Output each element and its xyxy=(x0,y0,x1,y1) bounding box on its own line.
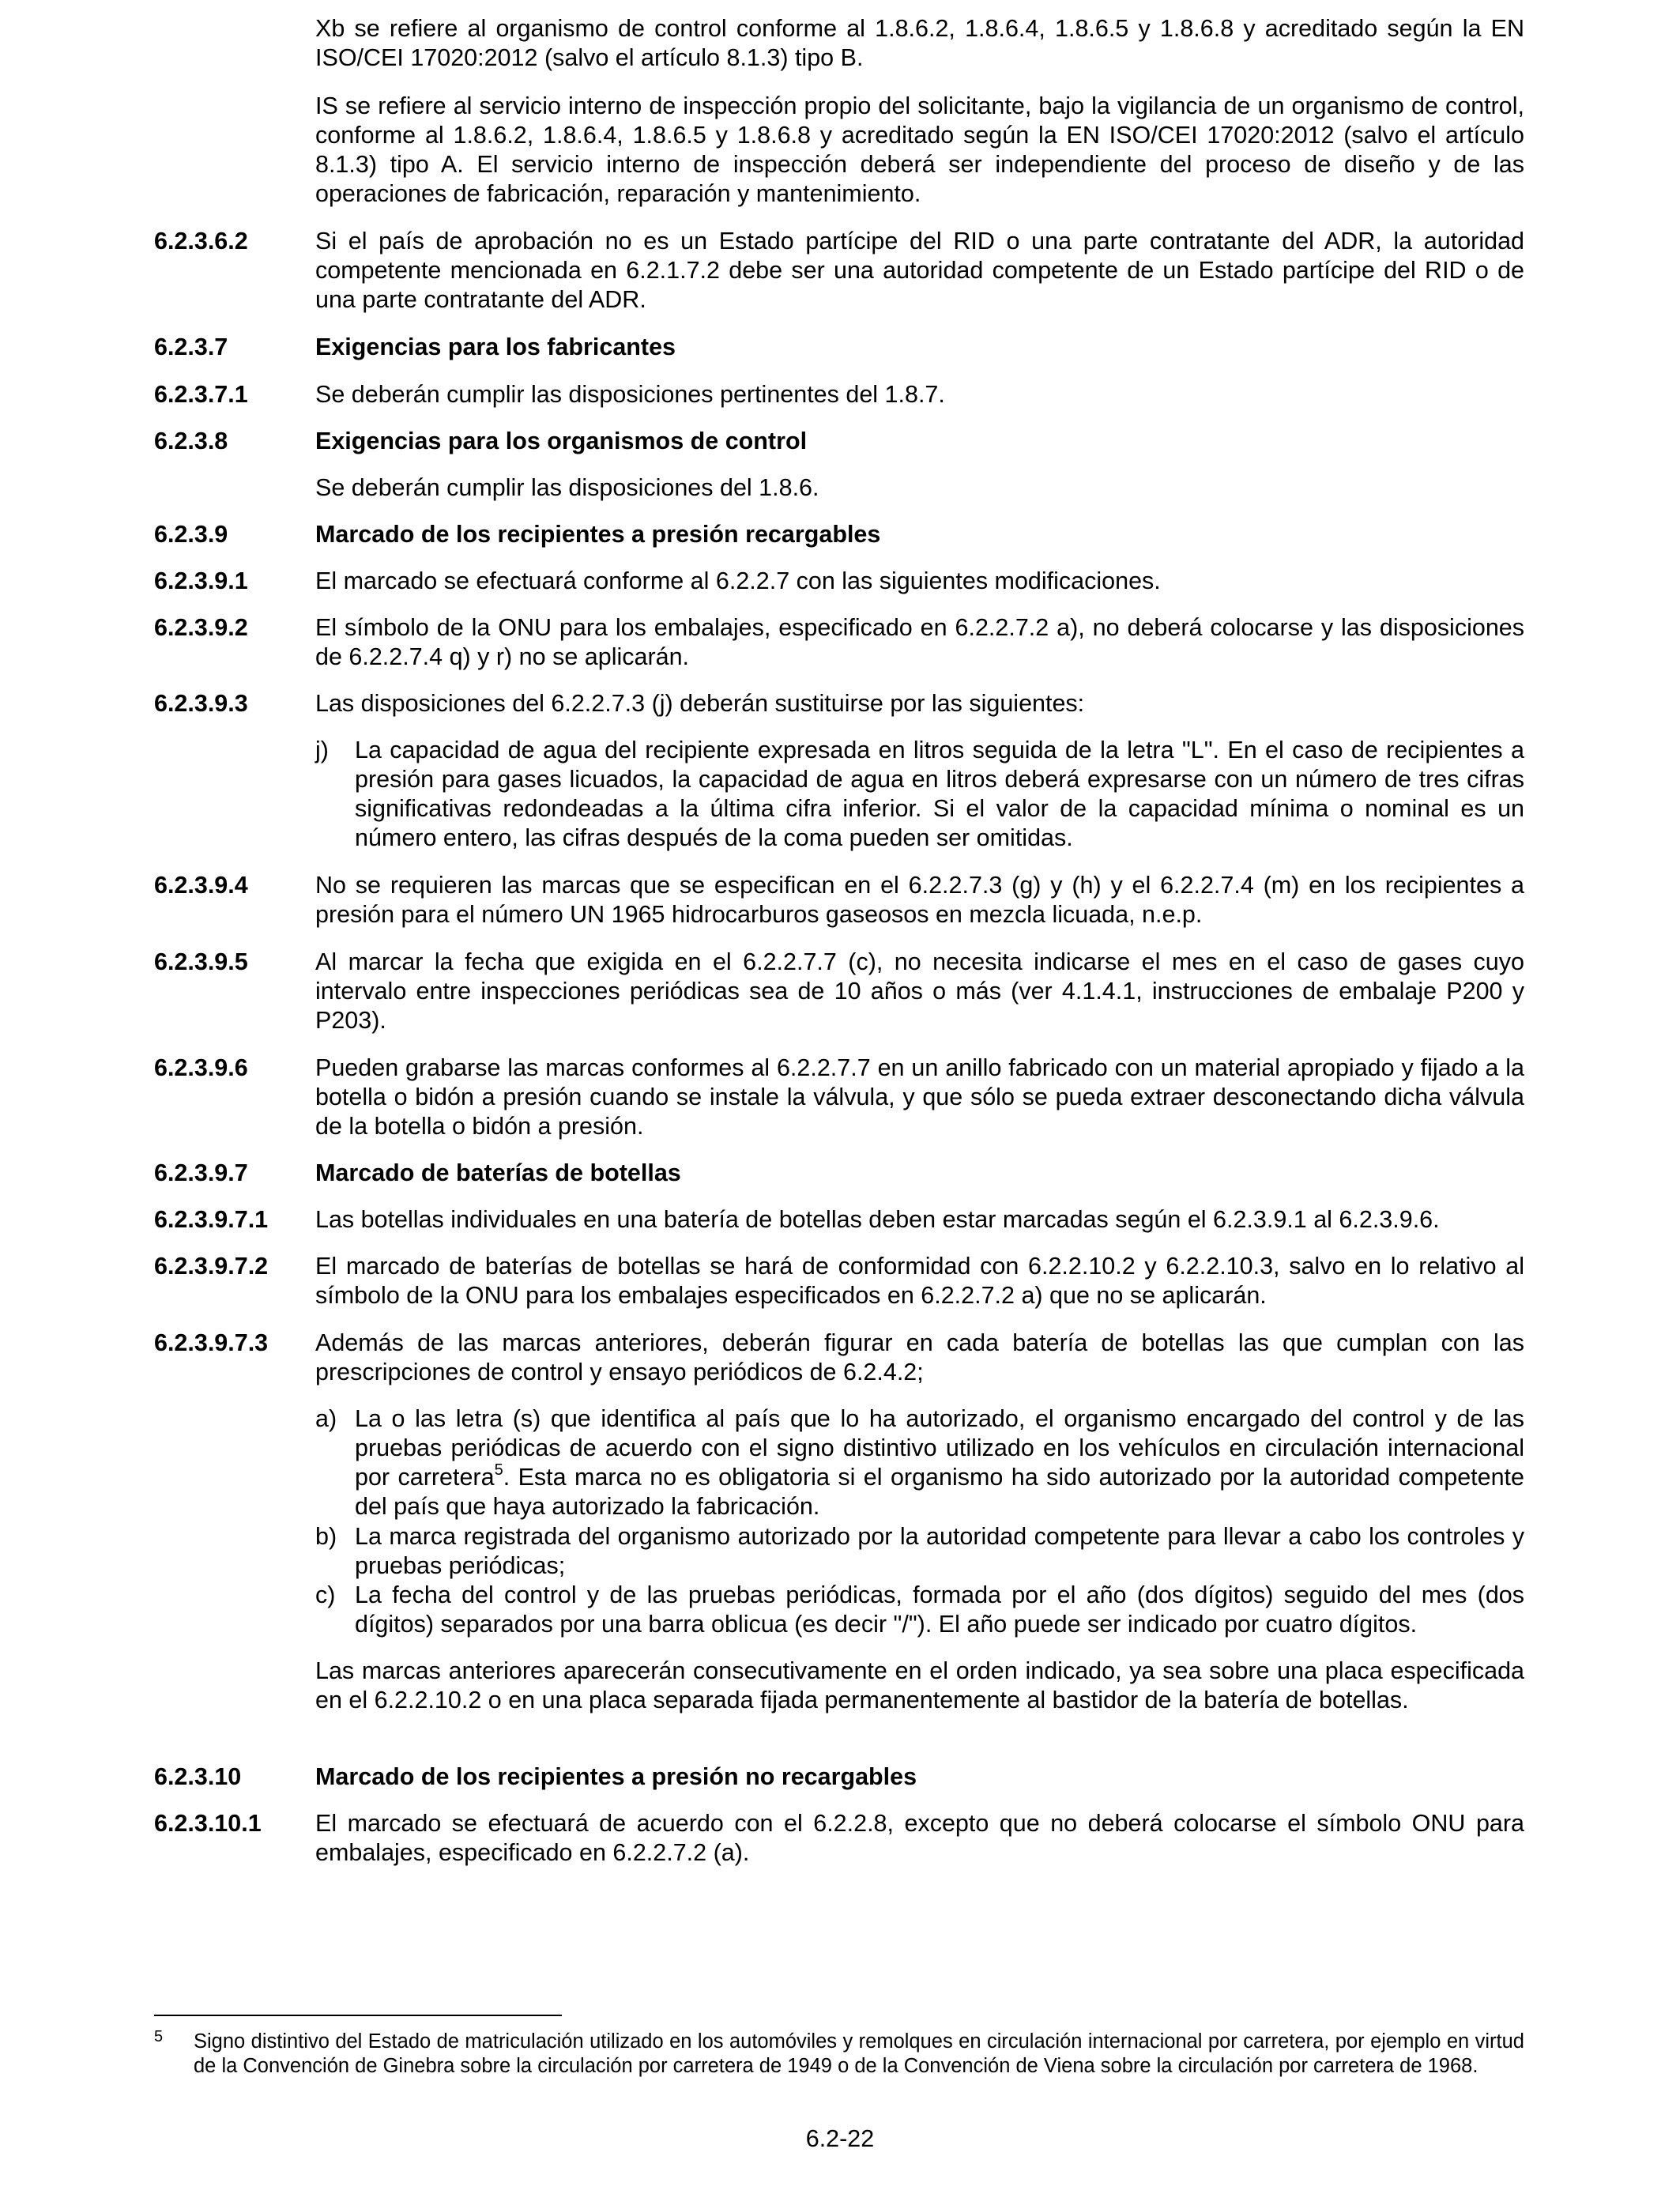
paragraph-is-definition: IS se refiere al servicio interno de inspección propio del solicitante, bajo la vigilancia de un organismo de control, conforme al 1.8.6.2, 1.8.6.4, 1.8.6.5 y 1.8.6.8 y acreditado según la EN ISO/CEI 17020:2012 (salvo el artículo 8.1.3) tipo A. El servicio interno de inspección deberá ser independiente del proceso de diseño y de las operaciones de fabricación, reparación y mantenimiento. xyxy=(315,92,1524,207)
section-text: No se requieren las marcas que se especifican en el 6.2.2.7.3 (g) y (h) y el 6.2.2.7.4 (m) en los recipientes a presión para el número UN 1965 hidrocarburos gaseosos en mezcla licuada, n.e.p. xyxy=(315,872,1524,928)
section-number: 6.2.3.9.7.1 xyxy=(154,1206,269,1233)
footnote-reference: 5 xyxy=(494,1461,503,1479)
section-text: Además de las marcas anteriores, deberán figurar en cada batería de botellas las que cumplan con las prescripciones de control y ensayo periódicos de 6.2.4.2; xyxy=(315,1329,1524,1385)
list-item-label: a) xyxy=(315,1405,337,1432)
section-text: Si el país de aprobación no es un Estado partícipe del RID o una parte contratante del ADR, la autoridad competente mencionada en 6.2.1.7.2 debe ser una autoridad competente de un Estado partícipe del RID o de una parte contratante del ADR. xyxy=(315,228,1524,313)
list-item-text xyxy=(355,1404,1524,1521)
section-number: 6.2.3.6.2 xyxy=(154,228,248,254)
section-heading: Marcado de los recipientes a presión recargables xyxy=(315,521,881,548)
section-number: 6.2.3.9 xyxy=(154,521,228,548)
section-number: 6.2.3.9.2 xyxy=(154,614,248,641)
section-number: 6.2.3.9.7.2 xyxy=(154,1253,269,1280)
section-text: Al marcar la fecha que exigida en el 6.2.2.7.7 (c), no necesita indicarse el mes en el caso de gases cuyo intervalo entre inspecciones periódicas sea de 10 años o más (ver 4.1.4.1, instrucciones de embalaje P200 y P203). xyxy=(315,948,1524,1034)
section-number: 6.2.3.9.7.3 xyxy=(154,1329,269,1356)
section-number: 6.2.3.9.7 xyxy=(154,1159,248,1186)
paragraph-closing: Las marcas anteriores aparecerán consecutivamente en el orden indicado, ya sea sobre una placa especificada en el 6.2.2.10.2 o en una placa separada fijada permanentemente al bastidor de la batería de botellas. xyxy=(315,1657,1524,1713)
section-number: 6.2.3.9.6 xyxy=(154,1054,248,1081)
section-text: El marcado de baterías de botellas se hará de conformidad con 6.2.2.10.2 y 6.2.2.10.3, salvo en lo relativo al símbolo de la ONU para los embalajes especificados en 6.2.2.7.2 a) que no se aplicarán. xyxy=(315,1253,1524,1309)
section-number: 6.2.3.9.3 xyxy=(154,690,248,717)
list-item-label: b) xyxy=(315,1523,337,1550)
section-number: 6.2.3.8 xyxy=(154,428,228,454)
section-text: El símbolo de la ONU para los embalajes, especificado en 6.2.2.7.2 a), no deberá colocarse y las disposiciones de 6.2.2.7.4 q) y r) no se aplicarán. xyxy=(315,614,1524,670)
list-item-text: La fecha del control y de las pruebas periódicas, formada por el año (dos dígitos) seguido del mes (dos dígitos) separados por una barra oblicua (es decir "/"). El año puede ser indicado por cuatro dígitos. xyxy=(355,1581,1524,1638)
list-item-label: c) xyxy=(315,1581,336,1608)
section-text: Se deberán cumplir las disposiciones del 1.8.6. xyxy=(315,474,819,501)
section-heading: Exigencias para los organismos de control xyxy=(315,428,808,454)
section-text: El marcado se efectuará de acuerdo con el 6.2.2.8, excepto que no deberá colocarse el símbolo ONU para embalajes, especificado en 6.2.2.7.2 (a). xyxy=(315,1810,1524,1866)
section-number: 6.2.3.7 xyxy=(154,334,228,360)
section-number: 6.2.3.9.4 xyxy=(154,872,248,899)
list-item-text-part: . Esta marca no es obligatoria si el organismo ha sido autorizado por la autoridad competente del país que haya autorizado la fabricación. xyxy=(355,1464,1524,1520)
section-heading: Exigencias para los fabricantes xyxy=(315,334,676,360)
page-number: 6.2-22 xyxy=(805,2125,875,2152)
section-text: Pueden grabarse las marcas conformes al 6.2.2.7.7 en un anillo fabricado con un material apropiado y fijado a la botella o bidón a presión cuando se instale la válvula, y que sólo se pueda extraer desconectando dicha válvula de la botella o bidón a presión. xyxy=(315,1054,1524,1140)
section-number: 6.2.3.9.5 xyxy=(154,948,248,975)
section-heading: Marcado de los recipientes a presión no recargables xyxy=(315,1763,917,1790)
section-text: Se deberán cumplir las disposiciones pertinentes del 1.8.7. xyxy=(315,381,945,408)
footnote-text: Signo distintivo del Estado de matriculación utilizado en los automóviles y remolques en circulación internacional por carretera, por ejemplo en virtud de la Convención de Ginebra sobre la circulación por carretera de 1949 o de la Convención de Viena sobre la circulación por carretera de 1968. xyxy=(194,2030,1524,2077)
list-item-text: La capacidad de agua del recipiente expresada en litros seguida de la letra "L". En el caso de recipientes a presión para gases licuados, la capacidad de agua en litros deberá expresarse con un número de tres cifras significativas redondeadas a la última cifra inferior. Si el valor de la capacidad mínima o nominal es un número entero, las cifras después de la coma pueden ser omitidas. xyxy=(355,737,1524,851)
section-text: Las disposiciones del 6.2.2.7.3 (j) deberán sustituirse por las siguientes: xyxy=(315,690,1085,717)
footnote-mark: 5 xyxy=(154,2028,164,2045)
section-number: 6.2.3.7.1 xyxy=(154,381,248,408)
list-item-text-part: La o las letra (s) que identifica al país que lo ha autorizado, el organismo encargado del control y de las pruebas periódicas de acuerdo con el signo distintivo utilizado en los vehículos en circulación internacional por carretera xyxy=(355,1405,1524,1491)
section-text: Las botellas individuales en una batería de botellas deben estar marcadas según el 6.2.3.9.1 al 6.2.3.9.6. xyxy=(315,1206,1440,1233)
section-heading: Marcado de baterías de botellas xyxy=(315,1159,681,1186)
section-number: 6.2.3.9.1 xyxy=(154,567,248,594)
section-number: 6.2.3.10 xyxy=(154,1763,242,1790)
list-item-label: j) xyxy=(315,737,329,763)
section-text: El marcado se efectuará conforme al 6.2.2.7 con las siguientes modificaciones. xyxy=(315,567,1161,594)
paragraph-xb-definition: Xb se refiere al organismo de control conforme al 1.8.6.2, 1.8.6.4, 1.8.6.5 y 1.8.6.8 y acreditado según la EN ISO/CEI 17020:2012 (salvo el artículo 8.1.3) tipo B. xyxy=(315,15,1524,71)
list-item-text: La marca registrada del organismo autorizado por la autoridad competente para llevar a cabo los controles y pruebas periódicas; xyxy=(355,1523,1524,1579)
section-number: 6.2.3.10.1 xyxy=(154,1810,262,1837)
footnote-separator xyxy=(154,2015,562,2016)
